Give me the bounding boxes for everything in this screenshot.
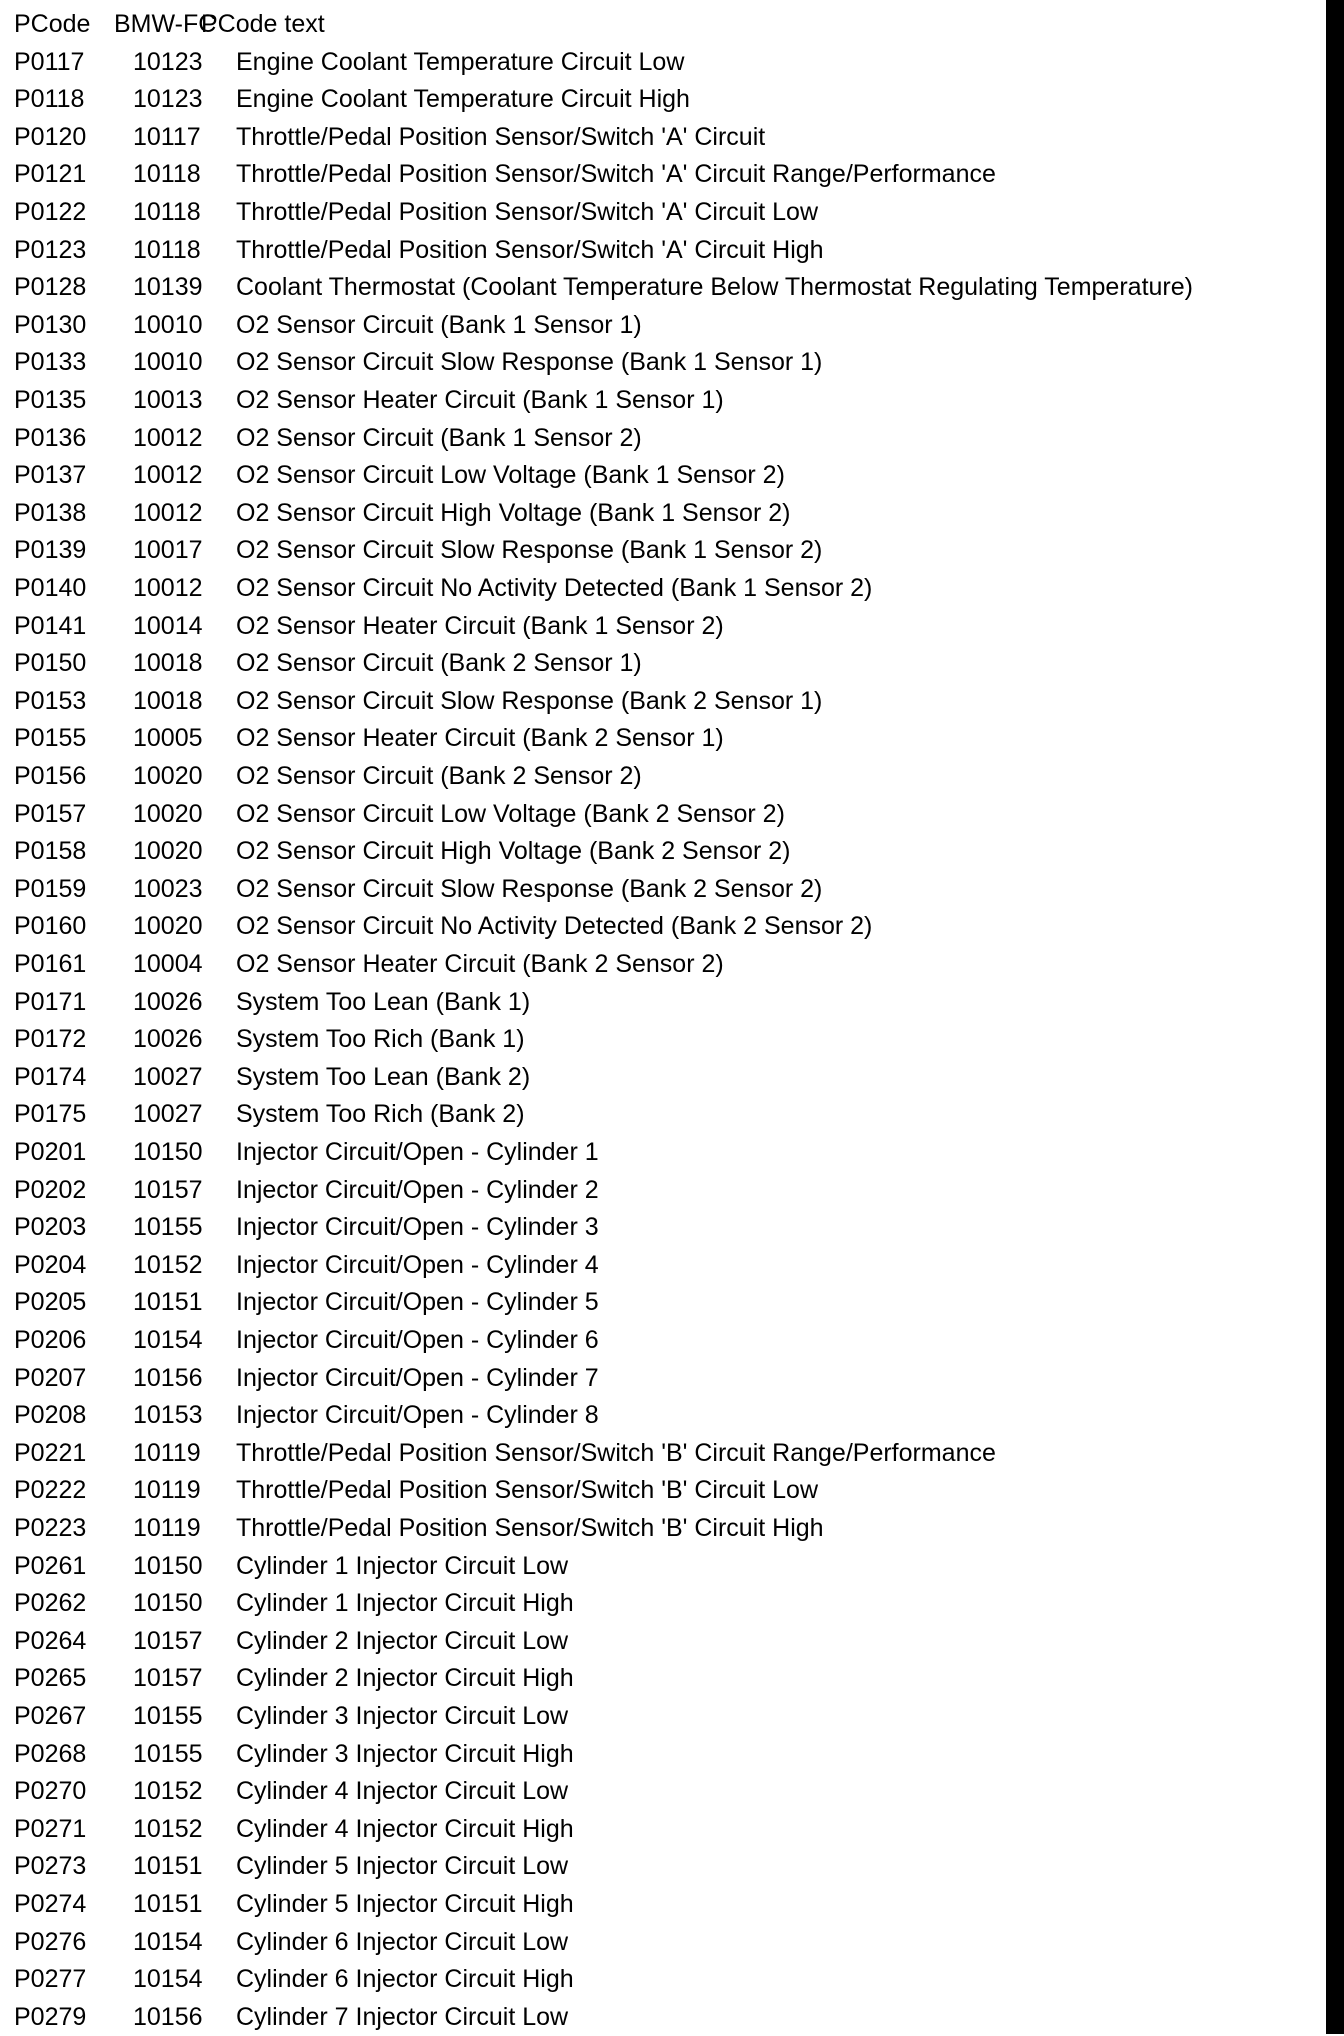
table-row bbox=[0, 1924, 1320, 1962]
table-row bbox=[0, 1247, 1320, 1285]
pcode-cell: P0279 bbox=[14, 2002, 87, 2031]
bmw-fc-cell: 10026 bbox=[133, 1025, 203, 1054]
pcode-text-cell: O2 Sensor Circuit Slow Response (Bank 2 Sensor 2) bbox=[236, 874, 823, 903]
pcode-cell: P0276 bbox=[14, 1927, 87, 1956]
pcode-cell: P0221 bbox=[14, 1438, 87, 1467]
bmw-fc-cell: 10119 bbox=[133, 1514, 201, 1542]
pcode-cell: P0205 bbox=[14, 1288, 87, 1317]
pcode-cell: P0140 bbox=[14, 574, 87, 602]
pcode-cell: P0204 bbox=[14, 1250, 87, 1279]
bmw-fc-cell: 10004 bbox=[133, 950, 203, 978]
bmw-fc-cell: 10156 bbox=[133, 1363, 203, 1392]
bmw-fc-cell: 10026 bbox=[133, 987, 203, 1016]
table-row bbox=[0, 1397, 1320, 1435]
table-row bbox=[0, 683, 1320, 721]
pcode-cell: P0264 bbox=[14, 1626, 87, 1655]
table-row bbox=[0, 1172, 1320, 1210]
bmw-fc-cell: 10010 bbox=[133, 348, 203, 377]
table-row bbox=[0, 796, 1320, 834]
pcode-cell: P0137 bbox=[14, 461, 87, 490]
pcode-text-cell: Throttle/Pedal Position Sensor/Switch 'A' Circuit bbox=[236, 122, 766, 151]
bmw-fc-cell: 10150 bbox=[133, 1551, 203, 1580]
bmw-fc-cell: 10118 bbox=[133, 235, 201, 264]
pcode-cell: P0261 bbox=[14, 1551, 87, 1580]
table-row bbox=[0, 570, 1320, 608]
pcode-cell: P0155 bbox=[14, 724, 87, 753]
bmw-fc-cell: 10023 bbox=[133, 874, 203, 903]
table-row bbox=[0, 1096, 1320, 1134]
bmw-fc-cell: 10118 bbox=[133, 198, 201, 226]
pcode-cell: P0268 bbox=[14, 1739, 87, 1768]
pcode-text-cell: O2 Sensor Circuit No Activity Detected (Bank 1 Sensor 2) bbox=[236, 574, 873, 602]
pcode-cell: P0208 bbox=[14, 1401, 87, 1430]
bmw-fc-cell: 10154 bbox=[133, 1965, 203, 1994]
pcode-cell: P0120 bbox=[14, 122, 87, 151]
pcode-cell: P0121 bbox=[14, 160, 87, 189]
pcode-text-cell: Cylinder 5 Injector Circuit Low bbox=[236, 1852, 569, 1881]
pcode-cell: P0207 bbox=[14, 1363, 87, 1392]
pcode-cell: P0156 bbox=[14, 762, 87, 790]
pcode-cell: P0136 bbox=[14, 423, 87, 452]
table-row bbox=[0, 1134, 1320, 1172]
pcode-text-cell: O2 Sensor Circuit (Bank 1 Sensor 1) bbox=[236, 310, 642, 339]
bmw-fc-cell: 10010 bbox=[133, 310, 203, 339]
bmw-fc-cell: 10150 bbox=[133, 1589, 203, 1618]
pcode-text-cell: Cylinder 2 Injector Circuit Low bbox=[236, 1626, 569, 1655]
bmw-fc-cell: 10117 bbox=[133, 122, 201, 151]
table-row bbox=[0, 1886, 1320, 1924]
bmw-fc-cell: 10123 bbox=[133, 47, 203, 76]
bmw-fc-cell: 10123 bbox=[133, 85, 203, 114]
pcode-text-cell: Cylinder 6 Injector Circuit High bbox=[236, 1965, 574, 1994]
pcode-text-cell: O2 Sensor Heater Circuit (Bank 1 Sensor 2) bbox=[236, 611, 724, 640]
pcode-text-cell: O2 Sensor Circuit High Voltage (Bank 2 Sensor 2) bbox=[236, 837, 791, 866]
table-row bbox=[0, 532, 1320, 570]
header-pcode-text: PCode text bbox=[201, 10, 325, 38]
table-row bbox=[0, 1472, 1320, 1510]
bmw-fc-cell: 10151 bbox=[133, 1890, 203, 1918]
pcode-cell: P0160 bbox=[14, 912, 87, 941]
bmw-fc-cell: 10020 bbox=[133, 799, 203, 828]
table-row bbox=[0, 1209, 1320, 1247]
pcode-text-cell: O2 Sensor Heater Circuit (Bank 1 Sensor 1) bbox=[236, 386, 724, 414]
pcode-text-cell: Throttle/Pedal Position Sensor/Switch 'B' Circuit Low bbox=[236, 1476, 819, 1505]
bmw-fc-cell: 10153 bbox=[133, 1401, 203, 1430]
pcode-cell: P0223 bbox=[14, 1514, 87, 1542]
pcode-cell: P0262 bbox=[14, 1589, 87, 1618]
bmw-fc-cell: 10152 bbox=[133, 1814, 203, 1843]
pcode-text-cell: Cylinder 3 Injector Circuit Low bbox=[236, 1702, 569, 1730]
table-row bbox=[0, 382, 1320, 420]
pcode-cell: P0138 bbox=[14, 498, 87, 527]
pcode-text-cell: Cylinder 4 Injector Circuit High bbox=[236, 1814, 574, 1843]
pcode-text-cell: Engine Coolant Temperature Circuit Low bbox=[236, 47, 685, 76]
pcode-cell: P0203 bbox=[14, 1213, 87, 1242]
table-row bbox=[0, 1059, 1320, 1097]
pcode-cell: P0118 bbox=[14, 85, 85, 114]
table-header-row bbox=[0, 6, 1320, 44]
pcode-cell: P0265 bbox=[14, 1664, 87, 1693]
bmw-fc-cell: 10157 bbox=[133, 1626, 203, 1655]
pcode-text-cell: Throttle/Pedal Position Sensor/Switch 'A' Circuit High bbox=[236, 235, 824, 264]
bmw-fc-cell: 10027 bbox=[133, 1100, 203, 1129]
table-row bbox=[0, 495, 1320, 533]
bmw-fc-cell: 10014 bbox=[133, 611, 203, 640]
pcode-text-cell: Cylinder 3 Injector Circuit High bbox=[236, 1739, 574, 1768]
pcode-text-cell: Throttle/Pedal Position Sensor/Switch 'A' Circuit Range/Performance bbox=[236, 160, 996, 189]
table-row bbox=[0, 44, 1320, 82]
pcode-cell: P0130 bbox=[14, 310, 87, 339]
pcode-cell: P0141 bbox=[14, 611, 87, 640]
table-row bbox=[0, 269, 1320, 307]
pcode-text-cell: O2 Sensor Circuit Slow Response (Bank 1 Sensor 2) bbox=[236, 536, 823, 565]
pcode-cell: P0128 bbox=[14, 273, 87, 302]
table-row bbox=[0, 1660, 1320, 1698]
pcode-cell: P0159 bbox=[14, 874, 87, 903]
table-row bbox=[0, 758, 1320, 796]
bmw-fc-cell: 10020 bbox=[133, 762, 203, 790]
pcode-text-cell: Cylinder 4 Injector Circuit Low bbox=[236, 1777, 569, 1806]
bmw-fc-cell: 10154 bbox=[133, 1326, 203, 1354]
table-row bbox=[0, 1999, 1320, 2036]
table-row bbox=[0, 194, 1320, 232]
pcode-cell: P0267 bbox=[14, 1702, 87, 1730]
pcode-cell: P0174 bbox=[14, 1062, 87, 1091]
table-row bbox=[0, 307, 1320, 345]
pcode-cell: P0135 bbox=[14, 386, 87, 414]
pcode-text-cell: Injector Circuit/Open - Cylinder 6 bbox=[236, 1326, 599, 1354]
pcode-text-cell: Engine Coolant Temperature Circuit High bbox=[236, 85, 690, 114]
pcode-text-cell: Throttle/Pedal Position Sensor/Switch 'B' Circuit Range/Performance bbox=[236, 1438, 996, 1467]
pcode-text-cell: Throttle/Pedal Position Sensor/Switch 'A' Circuit Low bbox=[236, 198, 819, 226]
bmw-fc-cell: 10152 bbox=[133, 1250, 203, 1279]
pcode-cell: P0201 bbox=[14, 1138, 87, 1166]
pcode-cell: P0123 bbox=[14, 235, 87, 264]
pcode-text-cell: O2 Sensor Heater Circuit (Bank 2 Sensor 1) bbox=[236, 724, 724, 753]
pcode-text-cell: Injector Circuit/Open - Cylinder 8 bbox=[236, 1401, 599, 1430]
bmw-fc-cell: 10017 bbox=[133, 536, 203, 565]
pcode-cell: P0117 bbox=[14, 47, 85, 76]
pcode-text-cell: Injector Circuit/Open - Cylinder 5 bbox=[236, 1288, 599, 1317]
pcode-text-cell: O2 Sensor Circuit Slow Response (Bank 1 Sensor 1) bbox=[236, 348, 823, 377]
pcode-text-cell: System Too Lean (Bank 1) bbox=[236, 987, 531, 1016]
pcode-cell: P0274 bbox=[14, 1890, 87, 1918]
pcode-text-cell: Injector Circuit/Open - Cylinder 4 bbox=[236, 1250, 599, 1279]
bmw-fc-cell: 10157 bbox=[133, 1175, 203, 1204]
bmw-fc-cell: 10119 bbox=[133, 1476, 201, 1505]
bmw-fc-cell: 10155 bbox=[133, 1213, 203, 1242]
table-row bbox=[0, 871, 1320, 909]
page-edge-bar bbox=[1326, 0, 1344, 2034]
pcode-text-cell: Cylinder 1 Injector Circuit High bbox=[236, 1589, 574, 1618]
table-row bbox=[0, 119, 1320, 157]
bmw-fc-cell: 10155 bbox=[133, 1702, 203, 1730]
table-row bbox=[0, 1698, 1320, 1736]
pcode-text-cell: O2 Sensor Heater Circuit (Bank 2 Sensor 2) bbox=[236, 950, 724, 978]
pcode-text-cell: Throttle/Pedal Position Sensor/Switch 'B' Circuit High bbox=[236, 1514, 824, 1542]
bmw-fc-cell: 10013 bbox=[133, 386, 203, 414]
table-row bbox=[0, 1736, 1320, 1774]
pcode-text-cell: O2 Sensor Circuit Slow Response (Bank 2 Sensor 1) bbox=[236, 686, 823, 715]
table-row bbox=[0, 946, 1320, 984]
pcode-text-cell: O2 Sensor Circuit (Bank 2 Sensor 2) bbox=[236, 762, 642, 790]
bmw-fc-cell: 10005 bbox=[133, 724, 203, 753]
table-row bbox=[0, 1961, 1320, 1999]
bmw-fc-cell: 10027 bbox=[133, 1062, 203, 1091]
header-bmw-fc: BMW-FC bbox=[114, 10, 217, 38]
table-row bbox=[0, 232, 1320, 270]
pcode-cell: P0150 bbox=[14, 649, 87, 678]
pcode-cell: P0277 bbox=[14, 1965, 87, 1994]
table-row bbox=[0, 1548, 1320, 1586]
pcode-cell: P0273 bbox=[14, 1852, 87, 1881]
table-row bbox=[0, 1021, 1320, 1059]
table-row bbox=[0, 908, 1320, 946]
table-row bbox=[0, 420, 1320, 458]
pcode-text-cell: Cylinder 2 Injector Circuit High bbox=[236, 1664, 574, 1693]
table-row bbox=[0, 1623, 1320, 1661]
pcode-cell: P0157 bbox=[14, 799, 87, 828]
table-row bbox=[0, 156, 1320, 194]
table-row bbox=[0, 1284, 1320, 1322]
bmw-fc-cell: 10151 bbox=[133, 1288, 203, 1317]
pcode-text-cell: System Too Lean (Bank 2) bbox=[236, 1062, 531, 1091]
pcode-text-cell: Cylinder 5 Injector Circuit High bbox=[236, 1890, 574, 1918]
pcode-text-cell: Cylinder 6 Injector Circuit Low bbox=[236, 1927, 569, 1956]
bmw-fc-cell: 10012 bbox=[133, 461, 203, 490]
pcode-cell: P0161 bbox=[14, 950, 87, 978]
bmw-fc-cell: 10012 bbox=[133, 574, 203, 602]
table-row bbox=[0, 1848, 1320, 1886]
table-row bbox=[0, 1585, 1320, 1623]
bmw-fc-cell: 10018 bbox=[133, 649, 203, 678]
table-row bbox=[0, 1811, 1320, 1849]
pcode-text-cell: O2 Sensor Circuit Low Voltage (Bank 2 Sensor 2) bbox=[236, 799, 785, 828]
table-row bbox=[0, 1322, 1320, 1360]
table-row bbox=[0, 1773, 1320, 1811]
pcode-cell: P0206 bbox=[14, 1326, 87, 1354]
table-row bbox=[0, 457, 1320, 495]
pcode-cell: P0270 bbox=[14, 1777, 87, 1806]
pcode-text-cell: Injector Circuit/Open - Cylinder 3 bbox=[236, 1213, 599, 1242]
bmw-fc-cell: 10152 bbox=[133, 1777, 203, 1806]
bmw-fc-cell: 10018 bbox=[133, 686, 203, 715]
pcode-text-cell: Injector Circuit/Open - Cylinder 2 bbox=[236, 1175, 599, 1204]
table-row bbox=[0, 984, 1320, 1022]
bmw-fc-cell: 10157 bbox=[133, 1664, 203, 1693]
pcode-text-cell: Cylinder 7 Injector Circuit Low bbox=[236, 2002, 569, 2031]
bmw-fc-cell: 10154 bbox=[133, 1927, 203, 1956]
bmw-fc-cell: 10012 bbox=[133, 498, 203, 527]
pcode-cell: P0202 bbox=[14, 1175, 87, 1204]
table-row bbox=[0, 645, 1320, 683]
pcode-text-cell: O2 Sensor Circuit (Bank 1 Sensor 2) bbox=[236, 423, 642, 452]
table-row bbox=[0, 344, 1320, 382]
pcode-text-cell: Cylinder 1 Injector Circuit Low bbox=[236, 1551, 569, 1580]
bmw-fc-cell: 10020 bbox=[133, 837, 203, 866]
bmw-fc-cell: 10155 bbox=[133, 1739, 203, 1768]
pcode-text-cell: Injector Circuit/Open - Cylinder 7 bbox=[236, 1363, 599, 1392]
header-pcode: PCode bbox=[14, 10, 91, 38]
pcode-text-cell: System Too Rich (Bank 1) bbox=[236, 1025, 525, 1054]
pcode-cell: P0153 bbox=[14, 686, 87, 715]
table-row bbox=[0, 720, 1320, 758]
table-row bbox=[0, 1360, 1320, 1398]
table-row bbox=[0, 833, 1320, 871]
pcode-cell: P0133 bbox=[14, 348, 87, 377]
bmw-fc-cell: 10118 bbox=[133, 160, 201, 189]
pcode-cell: P0271 bbox=[14, 1814, 87, 1843]
table-row bbox=[0, 1510, 1320, 1548]
pcode-text-cell: O2 Sensor Circuit (Bank 2 Sensor 1) bbox=[236, 649, 642, 678]
pcode-cell: P0139 bbox=[14, 536, 87, 565]
pcode-text-cell: O2 Sensor Circuit No Activity Detected (Bank 2 Sensor 2) bbox=[236, 912, 873, 941]
pcode-text-cell: Injector Circuit/Open - Cylinder 1 bbox=[236, 1138, 599, 1166]
pcode-cell: P0172 bbox=[14, 1025, 87, 1054]
pcode-text-cell: System Too Rich (Bank 2) bbox=[236, 1100, 525, 1129]
bmw-fc-cell: 10139 bbox=[133, 273, 203, 302]
table-row bbox=[0, 1435, 1320, 1473]
table-row bbox=[0, 81, 1320, 119]
table-row bbox=[0, 608, 1320, 646]
pcode-text-cell: O2 Sensor Circuit High Voltage (Bank 1 Sensor 2) bbox=[236, 498, 791, 527]
bmw-fc-cell: 10151 bbox=[133, 1852, 203, 1881]
bmw-fc-cell: 10156 bbox=[133, 2002, 203, 2031]
bmw-fc-cell: 10012 bbox=[133, 423, 203, 452]
bmw-fc-cell: 10119 bbox=[133, 1438, 201, 1467]
bmw-fc-cell: 10150 bbox=[133, 1138, 203, 1166]
pcode-text-cell: Coolant Thermostat (Coolant Temperature Below Thermostat Regulating Temperature) bbox=[236, 273, 1193, 302]
bmw-fc-cell: 10020 bbox=[133, 912, 203, 941]
pcode-text-cell: O2 Sensor Circuit Low Voltage (Bank 1 Sensor 2) bbox=[236, 461, 785, 490]
pcode-cell: P0222 bbox=[14, 1476, 87, 1505]
pcode-cell: P0175 bbox=[14, 1100, 87, 1129]
pcode-cell: P0158 bbox=[14, 837, 87, 866]
pcode-cell: P0122 bbox=[14, 198, 87, 226]
pcode-cell: P0171 bbox=[14, 987, 87, 1016]
